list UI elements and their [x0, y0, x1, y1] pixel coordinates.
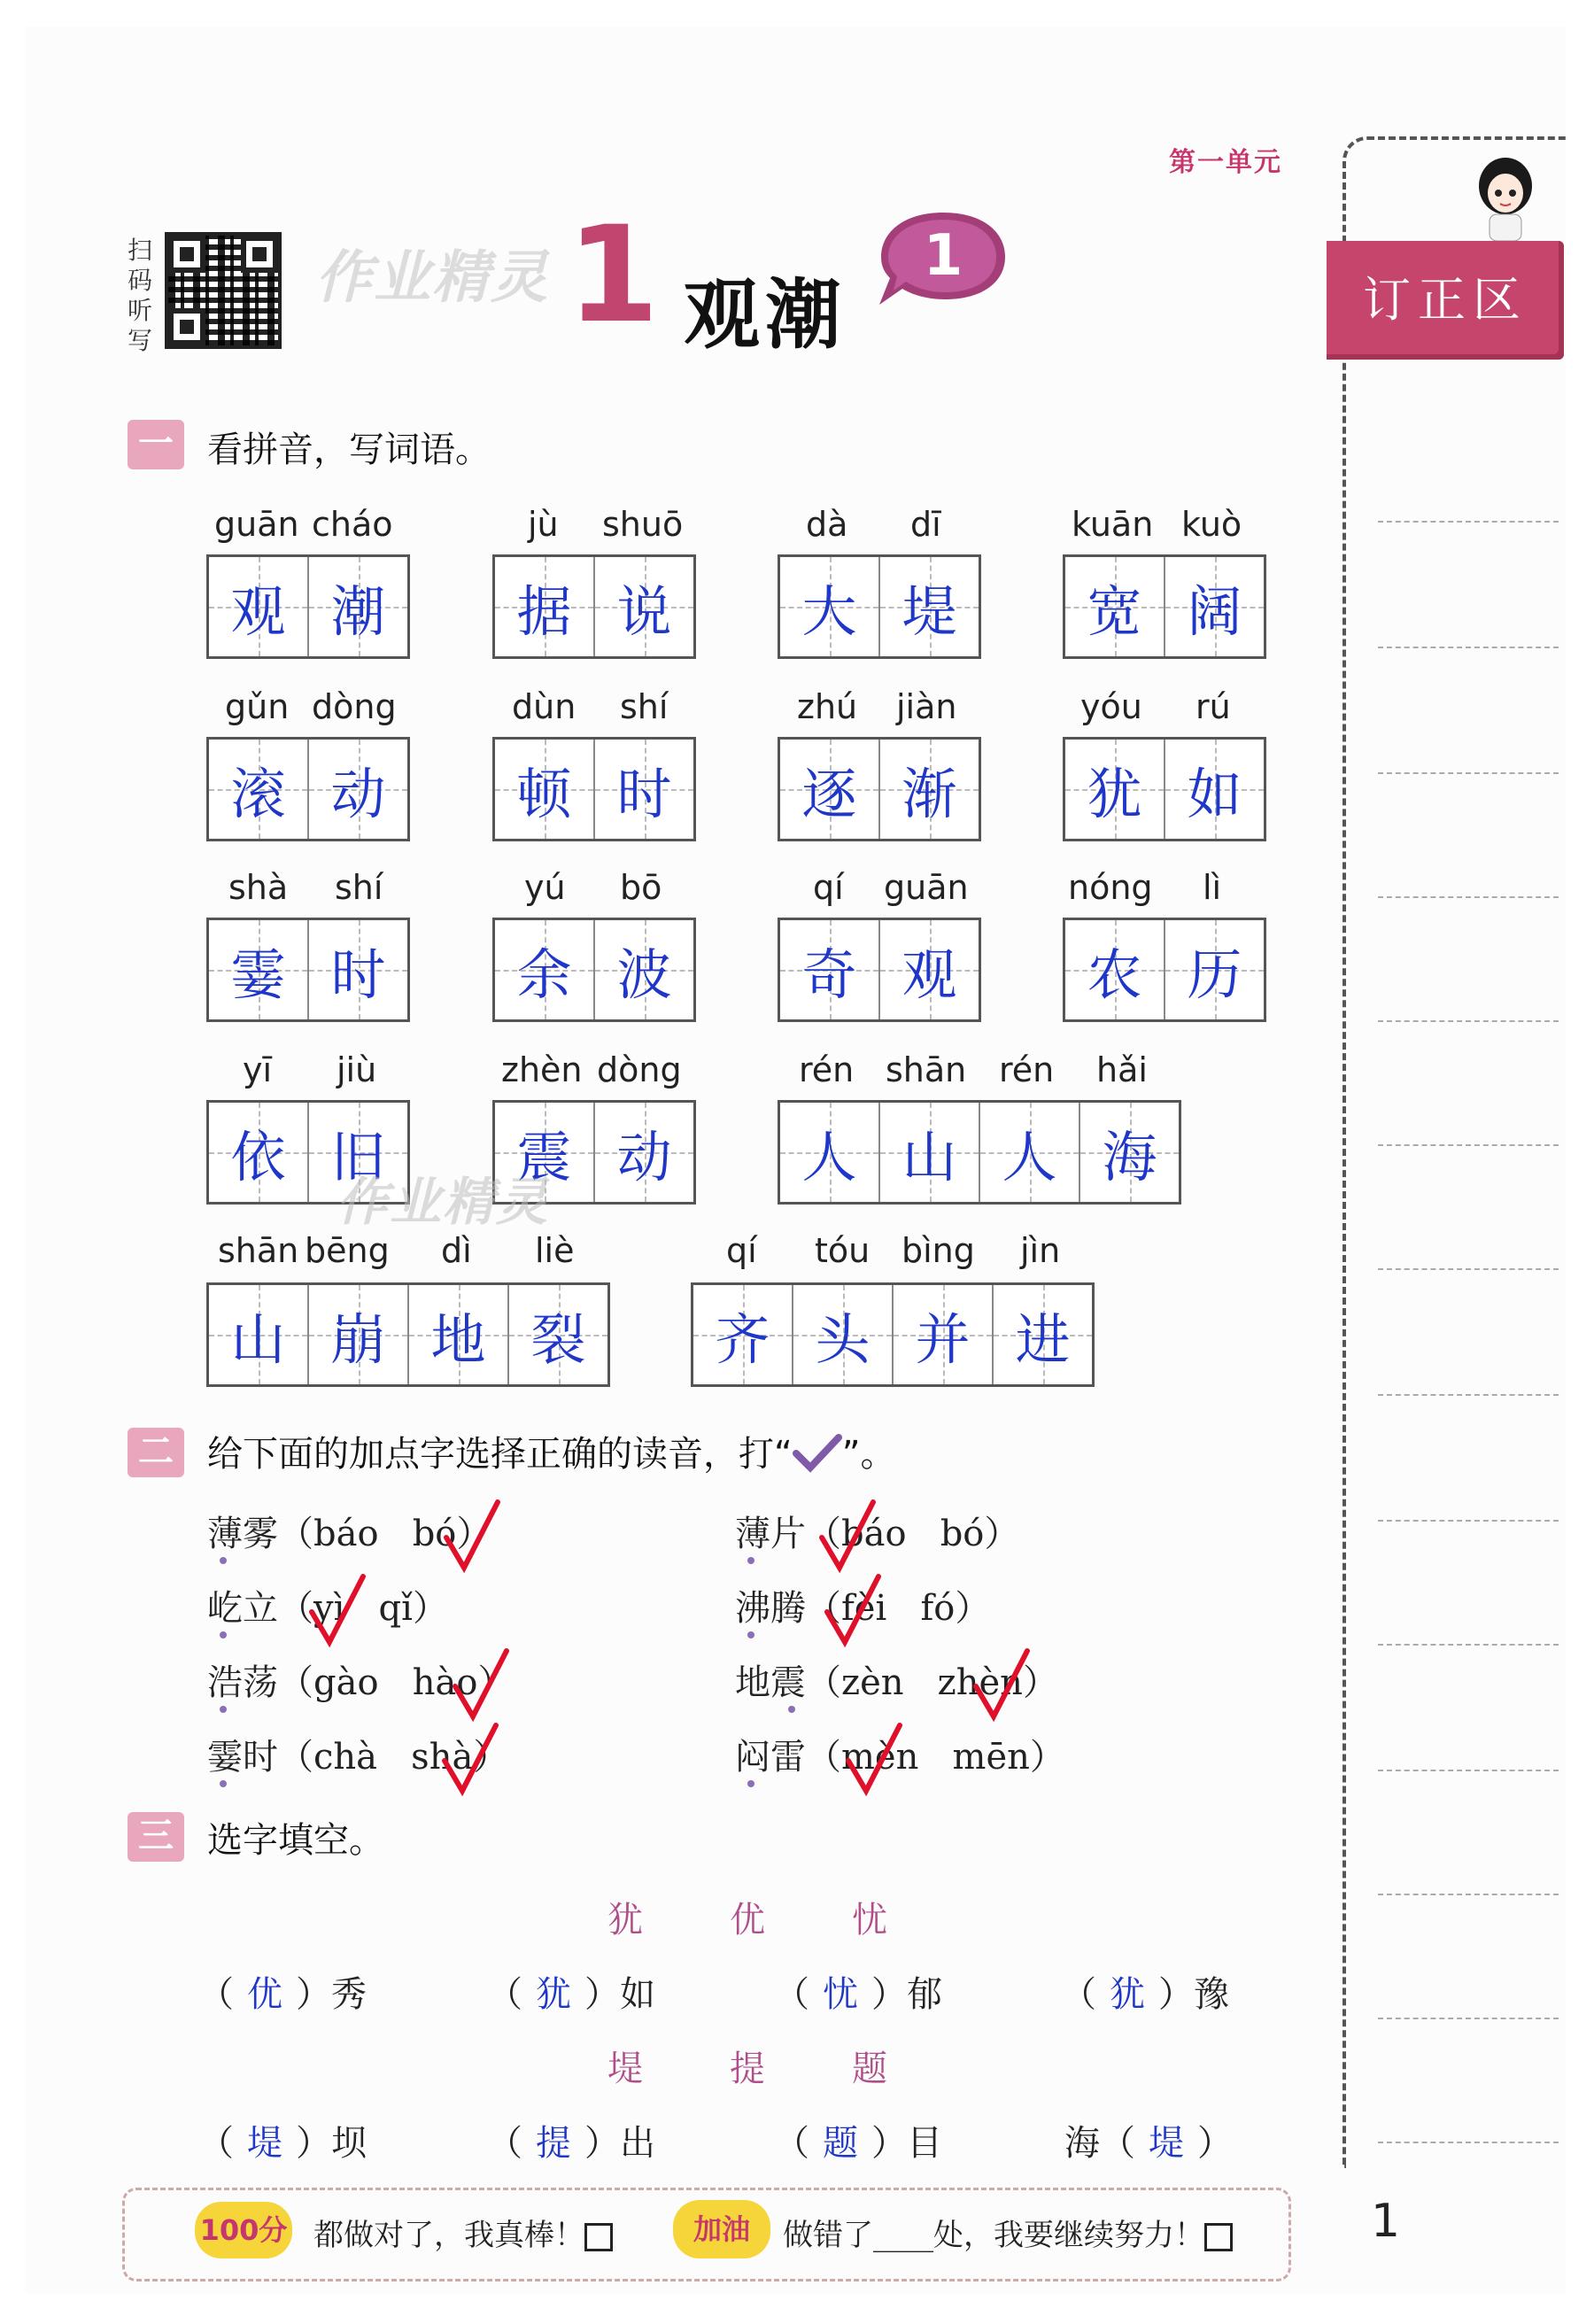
emphasis-dot [747, 1557, 754, 1564]
char-cell[interactable]: 犹 [1065, 740, 1164, 839]
char-cell[interactable]: 时 [593, 740, 693, 839]
pinyin: shí [335, 868, 383, 907]
lesson-title: 观潮 [684, 271, 847, 360]
char-cell[interactable]: 时 [307, 920, 407, 1019]
answer-box[interactable] [206, 1282, 610, 1387]
checkbox-icon[interactable] [1204, 2223, 1233, 2251]
char-cell[interactable]: 依 [209, 1103, 307, 1202]
char-cell[interactable]: 堤 [878, 557, 979, 656]
pinyin: dì [441, 1231, 472, 1270]
answer-box[interactable] [492, 737, 696, 841]
pinyin: yī [243, 1050, 273, 1089]
char-cell[interactable]: 波 [593, 920, 693, 1019]
red-check-icon [450, 1646, 512, 1725]
char-cell[interactable]: 滚 [209, 740, 307, 839]
red-check-icon [843, 1720, 905, 1800]
section-title-1: 看拼音，写词语。 [207, 430, 491, 470]
girl-avatar-icon [1461, 149, 1550, 246]
char-option: 提 [730, 2049, 765, 2089]
lesson-number: 1 [567, 198, 660, 352]
char-option: 题 [852, 2049, 887, 2089]
char-cell[interactable]: 山 [209, 1285, 307, 1384]
pinyin: dòng [597, 1050, 682, 1089]
emphasis-dot [220, 1706, 227, 1713]
section-badge-3: 三 [128, 1812, 184, 1862]
pinyin: jù [528, 505, 559, 544]
char-cell[interactable]: 海 [1079, 1103, 1179, 1202]
pinyin: rú [1196, 687, 1231, 726]
section-title-3: 选字填空。 [207, 1820, 384, 1861]
answer-box[interactable] [778, 1100, 1181, 1205]
char-cell[interactable]: 裂 [507, 1285, 607, 1384]
bubble-number: 1 [923, 223, 963, 289]
answer-box[interactable] [1063, 554, 1266, 659]
jiayou-badge: 加油 [673, 2200, 770, 2258]
correction-line[interactable] [1378, 1894, 1559, 1895]
pinyin: rén [799, 1050, 855, 1089]
self-check-errors[interactable]: 做错了____处，我要继续努力！ [783, 2211, 1233, 2254]
correction-line[interactable] [1378, 1144, 1559, 1146]
fill-blank[interactable]: 海（ 堤 ） [1064, 2123, 1233, 2164]
correction-line[interactable] [1378, 1520, 1559, 1522]
pronunciation-item[interactable]: 沸腾（fèi fó） [735, 1588, 991, 1629]
correction-banner: 订正区 [1327, 241, 1564, 360]
pinyin: shān [886, 1050, 967, 1089]
answer-box[interactable] [492, 554, 696, 659]
pinyin: dà [806, 505, 848, 544]
char-cell[interactable]: 阔 [1164, 557, 1264, 656]
fill-blank[interactable]: （ 提 ）出 [487, 2123, 655, 2164]
pinyin: hǎi [1096, 1050, 1148, 1089]
correction-line[interactable] [1378, 2018, 1559, 2019]
pinyin: gǔn [225, 687, 290, 726]
red-check-icon [822, 1571, 884, 1651]
emphasis-dot [220, 1557, 227, 1564]
answer-box[interactable] [778, 554, 981, 659]
fill-blank[interactable]: （ 犹 ）豫 [1061, 1974, 1229, 2015]
pronunciation-item[interactable]: 薄片（báo bó） [735, 1514, 1020, 1554]
red-check-icon [441, 1497, 503, 1576]
unit-label: 第一单元 [1169, 147, 1282, 178]
pinyin: guān [884, 868, 969, 907]
char-cell[interactable]: 山 [878, 1103, 979, 1202]
section-badge-2: 二 [128, 1428, 184, 1477]
char-cell[interactable]: 历 [1164, 920, 1264, 1019]
correction-line[interactable] [1378, 1770, 1559, 1771]
emphasis-dot [220, 1780, 227, 1787]
pinyin: zhú [797, 687, 858, 726]
qr-label: 扫码听写 [128, 236, 153, 355]
char-cell[interactable]: 宽 [1065, 557, 1164, 656]
watermark: 作业精灵 [315, 245, 549, 311]
fill-blank[interactable]: （ 题 ）目 [774, 2123, 942, 2164]
fill-blank[interactable]: （ 堤 ）坝 [198, 2123, 367, 2164]
char-cell[interactable]: 动 [593, 1103, 693, 1202]
pinyin: dùn [512, 687, 576, 726]
char-cell[interactable]: 潮 [307, 557, 407, 656]
char-option: 优 [730, 1900, 765, 1941]
char-cell[interactable]: 动 [307, 740, 407, 839]
pinyin: jiù [337, 1050, 377, 1089]
char-cell[interactable]: 人 [979, 1103, 1079, 1202]
answer-box[interactable] [1063, 918, 1266, 1022]
pinyin: shí [620, 687, 669, 726]
answer-box[interactable] [778, 918, 981, 1022]
pinyin: qí [726, 1231, 757, 1270]
char-cell[interactable]: 余 [495, 920, 593, 1019]
pinyin: qí [813, 868, 844, 907]
correction-line[interactable] [1378, 1020, 1559, 1022]
pronunciation-item[interactable]: 屹立（yì qǐ） [207, 1588, 448, 1629]
char-cell[interactable]: 顿 [495, 740, 593, 839]
emphasis-dot [747, 1631, 754, 1638]
emphasis-dot [788, 1706, 795, 1713]
watermark: 作业精灵 [337, 1172, 550, 1232]
pinyin: shà [228, 868, 289, 907]
fill-blank[interactable]: （ 忧 ）郁 [774, 1974, 942, 2015]
char-cell[interactable]: 逐 [780, 740, 878, 839]
pinyin: shān [218, 1231, 299, 1270]
correction-line[interactable] [1378, 772, 1559, 774]
pinyin: kuò [1181, 505, 1242, 544]
pinyin: yú [524, 868, 566, 907]
correction-line[interactable] [1378, 1394, 1559, 1396]
char-cell[interactable]: 崩 [307, 1285, 407, 1384]
checkbox-icon[interactable] [584, 2223, 613, 2251]
pinyin: jìn [1020, 1231, 1061, 1270]
char-cell[interactable]: 人 [780, 1103, 878, 1202]
correction-line[interactable] [1378, 521, 1559, 523]
pinyin: dī [910, 505, 941, 544]
char-option: 堤 [607, 2049, 643, 2089]
pinyin: yóu [1080, 687, 1142, 726]
correction-line[interactable] [1378, 647, 1559, 648]
fill-blank[interactable]: （ 优 ）秀 [198, 1974, 367, 2015]
emphasis-dot [747, 1780, 754, 1787]
pinyin: bēng [305, 1231, 390, 1270]
answer-box[interactable] [206, 737, 410, 841]
answer-box[interactable] [691, 1282, 1095, 1387]
pinyin: cháo [312, 505, 393, 544]
pinyin: guān [214, 505, 299, 544]
answer-box[interactable] [1063, 737, 1266, 841]
score-100-badge: 100分 [195, 2202, 292, 2258]
self-check-correct[interactable]: 都做对了，我真棒！ [313, 2211, 613, 2254]
red-check-icon [971, 1646, 1033, 1725]
char-cell[interactable]: 震 [495, 1103, 593, 1202]
qr-code-icon[interactable] [165, 232, 282, 349]
pinyin: kuān [1072, 505, 1154, 544]
section-badge-1: 一 [128, 420, 184, 469]
pronunciation-item[interactable]: 闷雷（mèn mēn） [735, 1737, 1065, 1778]
red-check-icon [816, 1497, 878, 1576]
pinyin: jiàn [896, 687, 957, 726]
red-check-icon [439, 1720, 501, 1800]
pinyin: zhèn [501, 1050, 583, 1089]
char-cell[interactable]: 霎 [209, 920, 307, 1019]
pronunciation-item[interactable]: 薄雾（báo bó） [207, 1514, 492, 1554]
section-title-2: 给下面的加点字选择正确的读音，打“ ”。 [207, 1434, 896, 1475]
char-cell[interactable]: 观 [878, 920, 979, 1019]
correction-line[interactable] [1378, 1644, 1559, 1646]
char-cell[interactable]: 进 [992, 1285, 1092, 1384]
char-option: 忧 [852, 1900, 887, 1941]
correction-area [1343, 136, 1566, 2168]
correction-line[interactable] [1378, 2142, 1559, 2143]
answer-box[interactable] [206, 918, 410, 1022]
char-cell[interactable]: 观 [209, 557, 307, 656]
char-cell[interactable]: 奇 [780, 920, 878, 1019]
emphasis-dot [220, 1631, 227, 1638]
char-cell[interactable]: 说 [593, 557, 693, 656]
char-cell[interactable]: 渐 [878, 740, 979, 839]
red-check-icon [306, 1571, 368, 1651]
char-cell[interactable]: 地 [407, 1285, 507, 1384]
pinyin: rén [999, 1050, 1055, 1089]
answer-box[interactable] [778, 737, 981, 841]
pronunciation-item[interactable]: 浩荡（gào hào） [207, 1662, 514, 1703]
char-cell[interactable]: 据 [495, 557, 593, 656]
char-cell[interactable]: 头 [792, 1285, 892, 1384]
pinyin: nóng [1068, 868, 1153, 907]
char-cell[interactable]: 并 [892, 1285, 992, 1384]
char-option: 犹 [607, 1900, 643, 1941]
pinyin: shuō [602, 505, 684, 544]
pronunciation-item[interactable]: 地震（zèn zhèn） [735, 1662, 1058, 1703]
pronunciation-item[interactable]: 霎时（chà shà） [207, 1737, 509, 1778]
pinyin: bō [620, 868, 662, 907]
speech-bubble-icon [872, 205, 1010, 312]
pinyin: bìng [901, 1231, 975, 1270]
answer-box[interactable] [206, 554, 410, 659]
correction-line[interactable] [1378, 896, 1559, 898]
char-cell[interactable]: 大 [780, 557, 878, 656]
pinyin: liè [535, 1231, 575, 1270]
char-cell[interactable]: 旧 [307, 1103, 407, 1202]
char-cell[interactable]: 如 [1164, 740, 1264, 839]
correction-line[interactable] [1378, 1268, 1559, 1270]
char-cell[interactable]: 齐 [693, 1285, 792, 1384]
pinyin: lì [1203, 868, 1222, 907]
page-number: 1 [1371, 2195, 1401, 2248]
pinyin: tóu [815, 1231, 871, 1270]
checkmark-icon [793, 1434, 842, 1473]
fill-blank[interactable]: （ 犹 ）如 [487, 1974, 655, 2015]
pinyin: dòng [312, 687, 397, 726]
answer-box[interactable] [492, 918, 696, 1022]
char-cell[interactable]: 农 [1065, 920, 1164, 1019]
